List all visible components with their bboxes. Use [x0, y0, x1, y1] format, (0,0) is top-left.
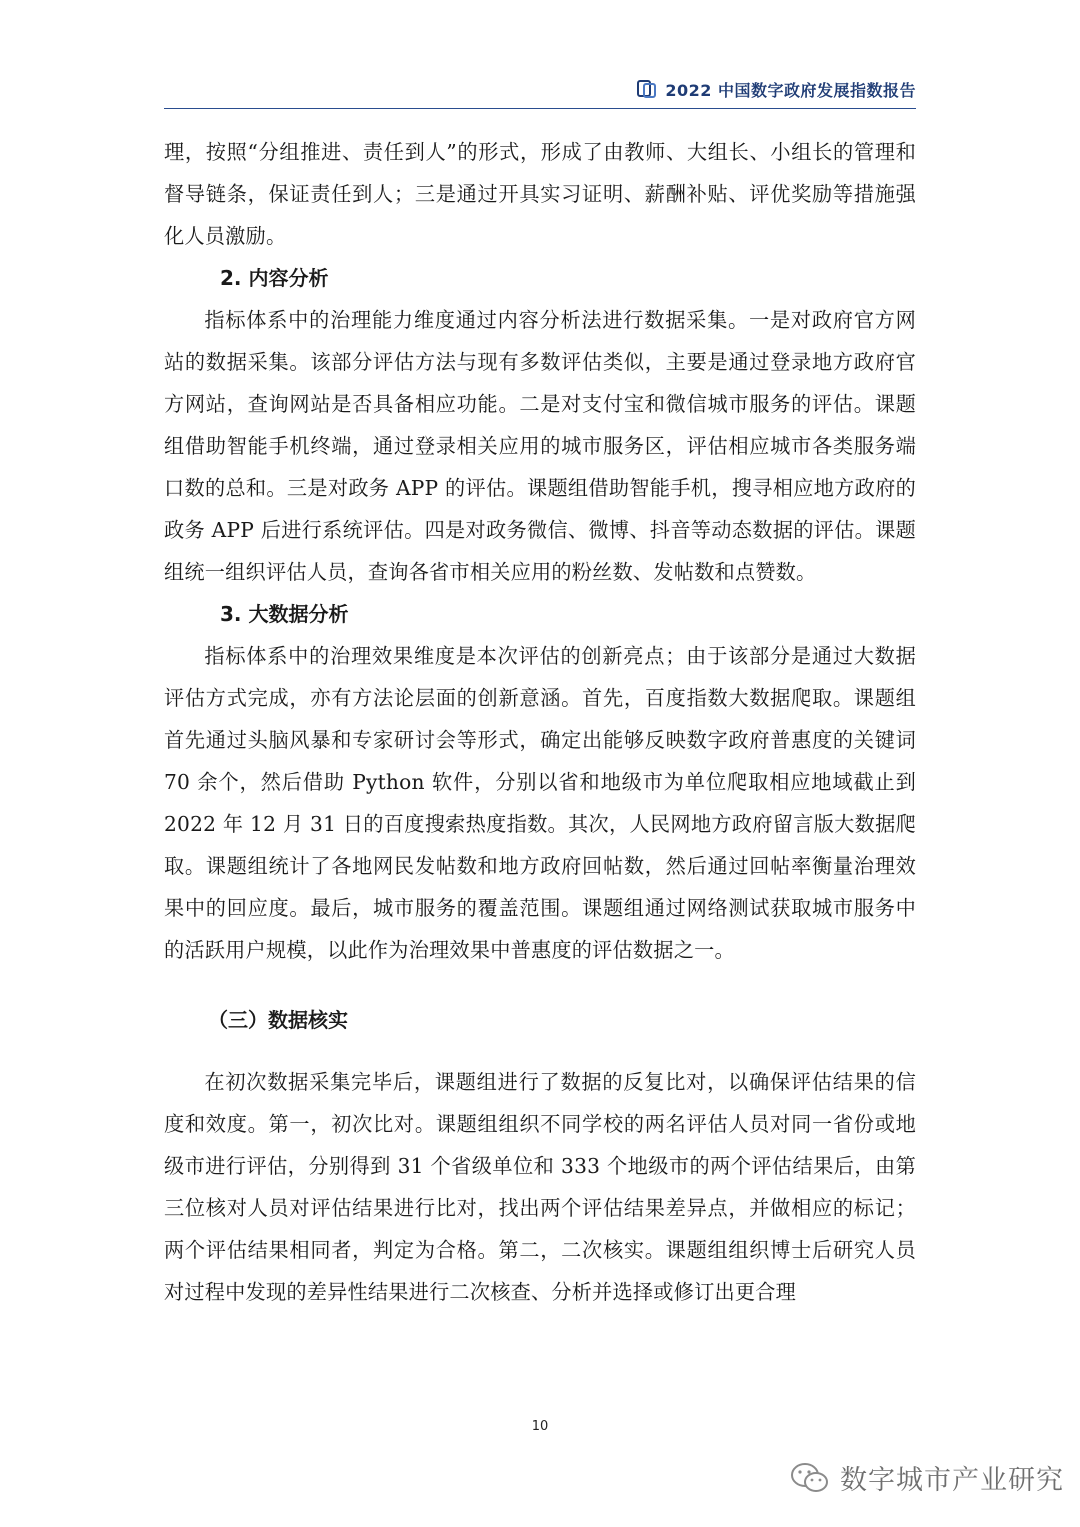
section-heading-data-verification: （三）数据核实	[208, 1008, 348, 1032]
report-title: 2022 中国数字政府发展指数报告	[665, 80, 916, 100]
paragraph-data-verification: 在初次数据采集完毕后，课题组进行了数据的反复比对，以确保评估结果的信度和效度。第一，初次比对。课题组组织不同学校的两名评估人员对同一省份或地级市进行评估，分别得到 31 个省级单位和 333 个地级市的两个评估结果后，由第三位核对人员对评估结果进行比对，找出两个评估结果差异点，并做相应的标记；两个评估结果相同者，判定为合格。第二，二次核实。课题组组织博士后研究人员对过程中发现的差异性结果进行二次核查、分析并选择或修订出更合理	[164, 1070, 916, 1304]
section-heading-big-data: 3. 大数据分析	[220, 602, 349, 626]
paragraph-content-analysis: 指标体系中的治理能力维度通过内容分析法进行数据采集。一是对政府官方网站的数据采集。该部分评估方法与现有多数评估类似，主要是通过登录地方政府官方网站，查询网站是否具备相应功能。二是对支付宝和微信城市服务的评估。课题组借助智能手机终端，通过登录相关应用的城市服务区，评估相应城市各类服务端口数的总和。三是对政务 APP 的评估。课题组借助智能手机，搜寻相应地方政府的政务 APP 后进行系统评估。四是对政务微信、微博、抖音等动态数据的评估。课题组统一组织评估人员，查询各省市相关应用的粉丝数、发帖数和点赞数。	[164, 308, 916, 584]
section-heading-content-analysis: 2. 内容分析	[220, 266, 329, 290]
header-divider	[164, 108, 916, 109]
paragraph-continuation: 理，按照“分组推进、责任到人”的形式，形成了由教师、大组长、小组长的管理和督导链条，保证责任到人；三是通过开具实习证明、薪酬补贴、评优奖励等措施强化人员激励。	[164, 140, 916, 248]
report-logo-icon	[637, 79, 657, 99]
page-number: 10	[531, 1419, 549, 1434]
page-header	[637, 76, 916, 102]
watermark-text: 数字城市产业研究	[840, 1465, 1064, 1496]
watermark	[790, 1458, 1064, 1497]
page-body	[164, 131, 916, 1313]
paragraph-big-data: 指标体系中的治理效果维度是本次评估的创新亮点；由于该部分是通过大数据评估方式完成，亦有方法论层面的创新意涵。首先，百度指数大数据爬取。课题组首先通过头脑风暴和专家研讨会等形式，确定出能够反映数字政府普惠度的关键词 70 余个，然后借助 Python 软件，分别以省和地级市为单位爬取相应地域截止到 2022 年 12 月 31 日的百度搜索热度指数。其次，人民网地方政府留言版大数据爬取。课题组统计了各地网民发帖数和地方政府回帖数，然后通过回帖率衡量治理效果中的回应度。最后，城市服务的覆盖范围。课题组通过网络测试获取城市服务中的活跃用户规模，以此作为治理效果中普惠度的评估数据之一。	[164, 644, 916, 962]
wechat-icon	[790, 1461, 830, 1495]
